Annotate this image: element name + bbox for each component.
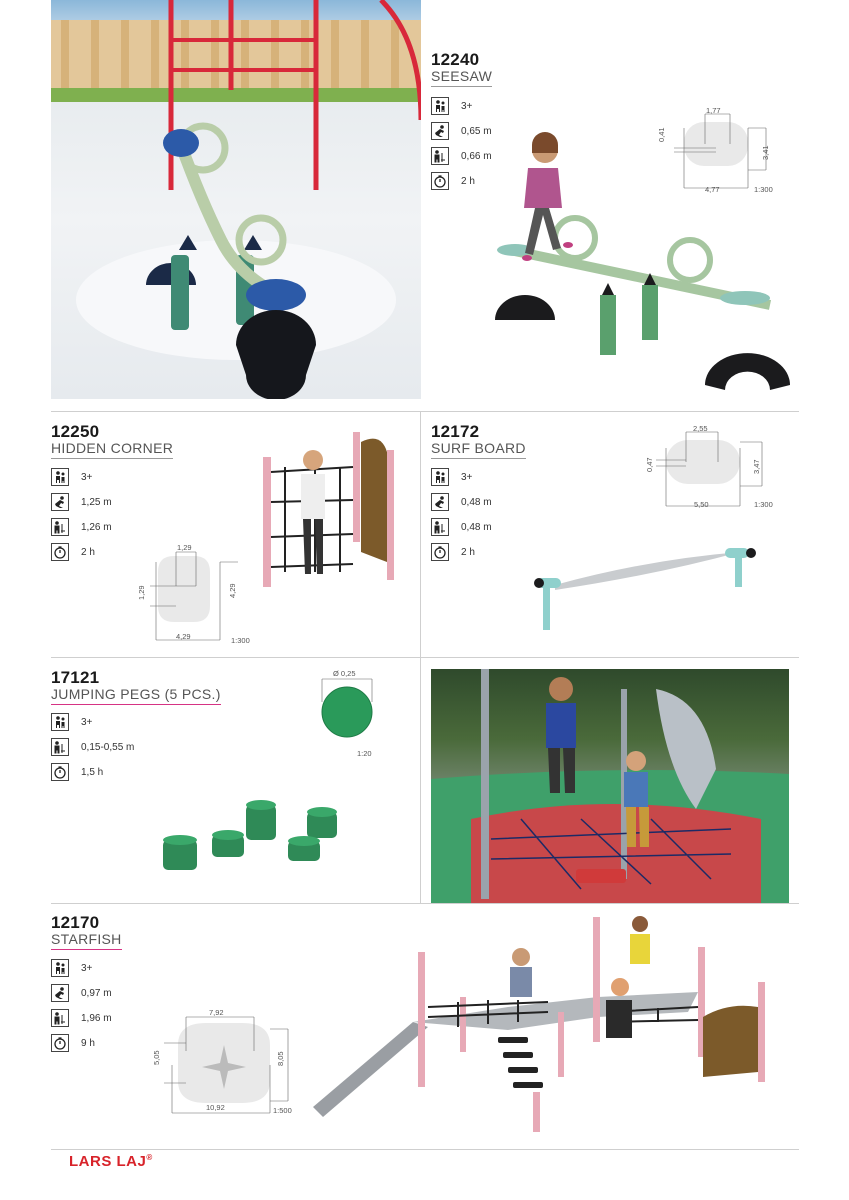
- height-icon: [431, 518, 449, 536]
- plan-dim-height: 3,47: [752, 459, 761, 474]
- age-icon: [431, 468, 449, 486]
- spec-install-time: [431, 171, 475, 191]
- spec-value: 9 h: [81, 1037, 95, 1049]
- spec-fall-height: [431, 121, 492, 141]
- spec-value: 0,48 m: [461, 496, 492, 508]
- spec-age: [51, 467, 92, 487]
- height-icon: [431, 147, 449, 165]
- spec-height: [51, 1008, 112, 1028]
- peg: [163, 835, 197, 870]
- vertical-divider: [420, 657, 421, 903]
- spec-value: 2 h: [461, 546, 475, 558]
- spec-height: [51, 737, 134, 757]
- install-time-icon: [51, 763, 69, 781]
- spec-height: [431, 146, 492, 166]
- starfish-render: [308, 912, 778, 1142]
- spec-value: 1,25 m: [81, 496, 112, 508]
- registered-mark: ®: [146, 1153, 153, 1162]
- spec-height: [431, 517, 492, 537]
- fall-height-icon: [431, 122, 449, 140]
- playground-photo: [431, 669, 789, 903]
- spec-height: [51, 517, 112, 537]
- spec-value: 3+: [81, 471, 93, 483]
- spec-value: 3+: [461, 471, 473, 483]
- plan-dim-height: 8,05: [276, 1051, 285, 1066]
- age-icon: [51, 959, 69, 977]
- plan-dim-left: 1,29: [137, 585, 146, 600]
- plan-scale: 1:20: [357, 749, 372, 758]
- hidden-corner-render: [255, 422, 405, 592]
- product-name: SEESAW: [431, 68, 492, 87]
- surf-board-render: [525, 540, 765, 635]
- spec-value: 1,96 m: [81, 1012, 112, 1024]
- spec-value: 0,48 m: [461, 521, 492, 533]
- plan-dim-height: 4,29: [228, 583, 237, 598]
- spec-value: 0,66 m: [461, 150, 492, 162]
- plan-scale: 1:300: [231, 636, 250, 645]
- spec-value: 3+: [81, 962, 93, 974]
- age-icon: [431, 97, 449, 115]
- plan-dim-top: 2,55: [693, 424, 708, 433]
- age-icon: [51, 468, 69, 486]
- plan-dim-width: 4,77: [705, 185, 720, 194]
- product-number: 12172: [431, 422, 480, 441]
- spec-value: 2 h: [461, 175, 475, 187]
- height-icon: [51, 738, 69, 756]
- brand-logo: [69, 1153, 153, 1170]
- plan-dim-left: 0,47: [645, 457, 654, 472]
- section-divider: [51, 411, 799, 412]
- spec-age: [431, 96, 472, 116]
- spec-install-time: [51, 542, 95, 562]
- install-time-icon: [51, 543, 69, 561]
- peg: [307, 807, 337, 838]
- plan-dim-top: 7,92: [209, 1008, 224, 1017]
- spec-age: [51, 958, 92, 978]
- section-divider: [51, 903, 799, 904]
- fall-height-icon: [431, 493, 449, 511]
- plan-dim-width: 4,29: [176, 632, 191, 641]
- spec-value: 0,65 m: [461, 125, 492, 137]
- spec-age: [51, 712, 92, 732]
- spec-value: 1,26 m: [81, 521, 112, 533]
- install-time-icon: [431, 543, 449, 561]
- plan-dim-top: 1,29: [177, 543, 192, 552]
- product-number: 17121: [51, 668, 100, 687]
- height-icon: [51, 518, 69, 536]
- plan-outline: [315, 672, 380, 744]
- spec-value: 3+: [81, 716, 93, 728]
- plan-dim-height: 3,41: [761, 145, 770, 160]
- plan-dim-width: 10,92: [206, 1103, 225, 1112]
- plan-dim-diameter: Ø 0,25: [333, 669, 356, 678]
- spec-value: 0,97 m: [81, 987, 112, 999]
- section-divider: [51, 657, 799, 658]
- plan-dim-left: 5,05: [152, 1050, 161, 1065]
- spec-install-time: [51, 762, 103, 782]
- spec-value: 3+: [461, 100, 473, 112]
- spec-install-time: [431, 542, 475, 562]
- spec-value: 0,15-0,55 m: [81, 741, 135, 753]
- product-number: 12250: [51, 422, 100, 441]
- age-icon: [51, 713, 69, 731]
- vertical-divider: [420, 411, 421, 657]
- product-name: SURF BOARD: [431, 440, 526, 459]
- spec-fall-height: [51, 492, 112, 512]
- peg: [246, 800, 276, 840]
- height-icon: [51, 1009, 69, 1027]
- spec-value: 1,5 h: [81, 766, 104, 778]
- product-name: HIDDEN CORNER: [51, 440, 173, 459]
- product-number: 12240: [431, 50, 480, 69]
- peg: [212, 830, 244, 857]
- fall-height-icon: [51, 493, 69, 511]
- plan-scale: 1:300: [754, 185, 773, 194]
- install-time-icon: [51, 1034, 69, 1052]
- spec-age: [431, 467, 472, 487]
- product-name: STARFISH: [51, 931, 122, 950]
- plan-dim-top: 1,77: [706, 106, 721, 115]
- playground-photo-illustration: [431, 669, 789, 903]
- jumping-pegs-render: [155, 795, 355, 880]
- plan-dim-width: 5,50: [694, 500, 709, 509]
- peg: [288, 836, 320, 861]
- spec-install-time: [51, 1033, 95, 1053]
- plan-dim-left: 0,41: [657, 127, 666, 142]
- plan-scale: 1:500: [273, 1106, 292, 1115]
- product-name: JUMPING PEGS (5 PCS.): [51, 686, 221, 705]
- spec-fall-height: [51, 983, 112, 1003]
- product-number: 12170: [51, 913, 100, 932]
- seesaw-photo-illustration: [51, 0, 421, 399]
- spec-fall-height: [431, 492, 492, 512]
- seesaw-render: [490, 130, 800, 395]
- brand-name: LARS LAJ: [69, 1153, 147, 1170]
- footer-divider: [51, 1149, 799, 1150]
- seesaw-photo: [51, 0, 421, 399]
- spec-value: 2 h: [81, 546, 95, 558]
- install-time-icon: [431, 172, 449, 190]
- fall-height-icon: [51, 984, 69, 1002]
- plan-scale: 1:300: [754, 500, 773, 509]
